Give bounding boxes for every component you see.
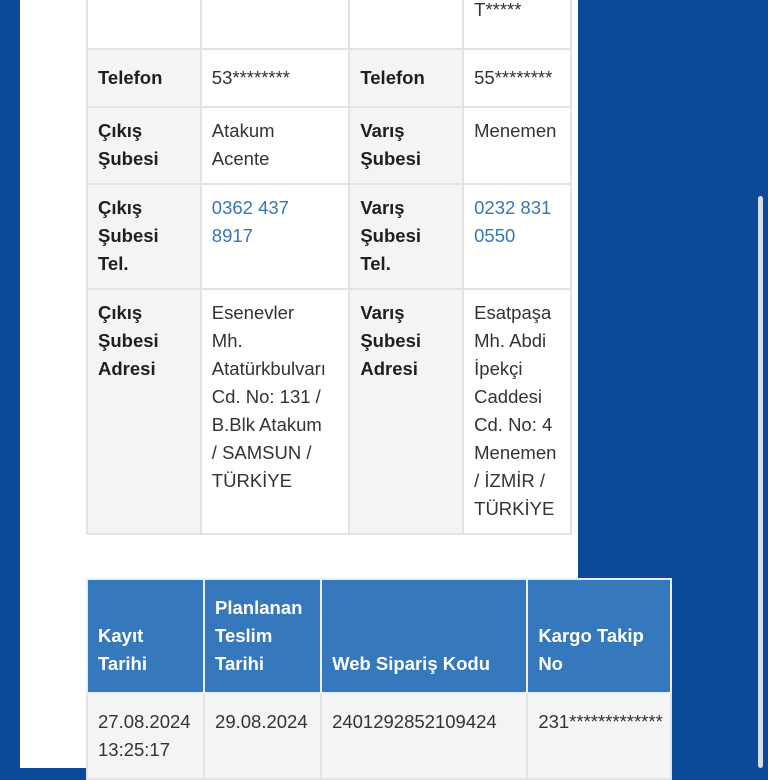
label-line: Çıkış	[98, 197, 143, 218]
value-line: Esatpaşa	[474, 302, 552, 323]
origin-address	[201, 289, 350, 534]
label-line: Tel.	[360, 253, 391, 274]
scrollbar-thumb[interactable]	[758, 196, 763, 768]
value-line: Atakum	[211, 120, 275, 141]
receiver-phone-label: Telefon	[349, 49, 463, 107]
value-line: 8917	[211, 225, 253, 246]
label-line: Varış	[360, 120, 405, 141]
label-line: Şubesi	[360, 225, 422, 246]
label-line: Şubesi	[98, 225, 159, 246]
value-line: Caddesi	[474, 386, 543, 407]
label-line: Çıkış	[98, 302, 143, 323]
header-line: Kayıt	[98, 625, 144, 646]
label-line: Tel.	[98, 253, 129, 274]
shipment-info-table	[86, 0, 572, 535]
cell-empty	[201, 0, 350, 49]
value-line: 0362 437	[211, 197, 289, 218]
header-line: Teslim	[215, 625, 273, 646]
value-line: 0232 831	[474, 197, 552, 218]
table-row	[87, 49, 571, 107]
table-header-row	[87, 579, 671, 693]
dest-address-label	[349, 289, 463, 534]
value-line: Mh.	[211, 330, 243, 351]
value-line: 27.08.2024	[98, 711, 191, 732]
value-line: Menemen	[474, 120, 557, 141]
table-row	[87, 184, 571, 289]
table-row	[87, 107, 571, 184]
origin-tel	[201, 184, 350, 289]
label-line: Şubesi	[98, 330, 159, 351]
value-line: 0550	[474, 225, 516, 246]
value-line: İpekçi	[474, 358, 523, 379]
header-line: Web Sipariş Kodu	[332, 653, 491, 674]
value-line: / İZMİR /	[474, 470, 546, 491]
value-line: Cd. No: 131 /	[211, 386, 321, 407]
label-line: Adresi	[360, 358, 418, 379]
tracking-no	[527, 693, 671, 779]
label-line: Şubesi	[98, 148, 159, 169]
receiver-name-tail	[463, 0, 571, 49]
origin-tel-label	[87, 184, 201, 289]
label-line: Varış	[360, 302, 405, 323]
value-line: Atatürkbulvarı	[211, 358, 326, 379]
value-line: 231*************	[538, 711, 663, 732]
header-tracking-no	[527, 579, 671, 693]
header-planned-delivery-date	[204, 579, 321, 693]
cell-empty	[87, 0, 201, 49]
registration-date	[87, 693, 204, 779]
header-line: Planlanan	[215, 597, 303, 618]
dest-tel	[463, 184, 571, 289]
value-line: Acente	[211, 148, 270, 169]
value-line: 13:25:17	[98, 739, 171, 760]
table-row	[87, 693, 671, 779]
header-line: Tarihi	[215, 653, 265, 674]
dest-address	[463, 289, 571, 534]
receiver-name-tail-line2: T*****	[474, 0, 522, 20]
value-line: Mh. Abdi	[474, 330, 547, 351]
dest-branch-label	[349, 107, 463, 184]
label-line: Adresi	[98, 358, 156, 379]
cell-empty	[349, 0, 463, 49]
value-line: 2401292852109424	[332, 711, 497, 732]
dest-branch	[463, 107, 571, 184]
header-line: Kargo Takip	[538, 625, 644, 646]
shipment-summary-table	[86, 578, 672, 780]
origin-address-label	[87, 289, 201, 534]
header-line: No	[538, 653, 563, 674]
table-row	[87, 0, 571, 49]
value-line: B.Blk Atakum	[211, 414, 322, 435]
header-registration-date	[87, 579, 204, 693]
origin-tel-link[interactable]	[212, 194, 339, 250]
value-line: Cd. No: 4	[474, 414, 553, 435]
sender-phone: 53********	[201, 49, 350, 107]
page-background	[0, 0, 20, 768]
dest-tel-link[interactable]	[474, 194, 560, 250]
sender-phone-label: Telefon	[87, 49, 201, 107]
value-line: / SAMSUN /	[211, 442, 312, 463]
web-order-code	[321, 693, 527, 779]
planned-delivery-date	[204, 693, 321, 779]
origin-branch	[201, 107, 350, 184]
value-line: 29.08.2024	[215, 711, 308, 732]
header-line: Tarihi	[98, 653, 147, 674]
value-line: TÜRKİYE	[211, 470, 292, 491]
value-line: Esenevler	[211, 302, 295, 323]
value-line: TÜRKİYE	[474, 498, 555, 519]
label-line: Çıkış	[98, 120, 143, 141]
label-line: Şubesi	[360, 330, 422, 351]
header-web-order-code	[321, 579, 527, 693]
origin-branch-label	[87, 107, 201, 184]
table-row	[87, 289, 571, 534]
label-line: Varış	[360, 197, 405, 218]
label-line: Şubesi	[360, 148, 422, 169]
value-line: Menemen	[474, 442, 557, 463]
dest-tel-label	[349, 184, 463, 289]
receiver-phone: 55********	[463, 49, 571, 107]
